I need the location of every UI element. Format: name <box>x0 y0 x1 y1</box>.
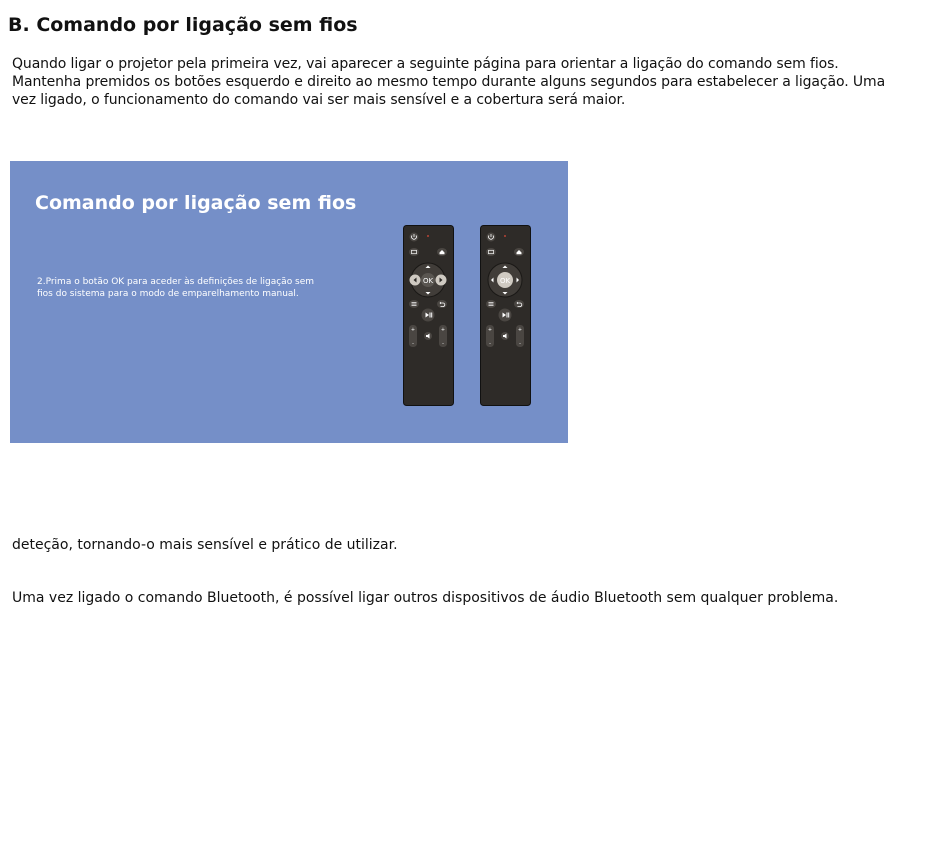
channel-rocker-icon <box>516 325 524 347</box>
power-icon <box>410 233 419 242</box>
svg-text:+: + <box>517 327 523 333</box>
menu-icon <box>486 300 496 308</box>
home-icon <box>514 248 524 256</box>
instruction-line: fios do sistema para o modo de emparelhamento manual. <box>37 289 299 299</box>
screen-title: Comando por ligação sem fios <box>35 192 357 214</box>
volume-rocker-icon <box>409 325 417 347</box>
svg-text:+: + <box>410 327 416 333</box>
dpad-icon <box>488 263 522 297</box>
menu-icon <box>409 300 419 308</box>
svg-text:+: + <box>487 327 493 333</box>
screen-instruction <box>37 276 357 300</box>
intro-line: Quando ligar o projetor pela primeira vez, vai aparecer a seguinte página para orientar a ligação do comando sem fios. <box>12 56 839 72</box>
mute-icon <box>501 332 509 340</box>
play-pause-icon <box>422 309 435 322</box>
section-heading: B. Comando por ligação sem fios <box>8 14 358 36</box>
play-pause-icon <box>499 309 512 322</box>
remote-control-left <box>403 225 455 407</box>
power-icon <box>487 233 496 242</box>
channel-rocker-icon <box>439 325 447 347</box>
ok-button-label: OK <box>422 277 434 285</box>
svg-text:-: - <box>442 341 444 347</box>
back-icon <box>514 300 524 308</box>
back-icon <box>437 300 447 308</box>
input-icon <box>409 248 419 256</box>
instruction-line: 2.Prima o botão OK para aceder às definições de ligação sem <box>37 277 315 287</box>
body-paragraph: Uma vez ligado o comando Bluetooth, é possível ligar outros dispositivos de áudio Bluetooth sem qualquer problema. <box>12 590 839 606</box>
remote-control-right <box>480 225 532 407</box>
ok-button-label: OK <box>499 277 511 285</box>
intro-line: Mantenha premidos os botões esquerdo e direito ao mesmo tempo durante alguns segundos para estabelecer a ligação. Uma <box>12 74 886 90</box>
volume-rocker-icon <box>486 325 494 347</box>
svg-text:-: - <box>412 341 414 347</box>
mute-icon <box>424 332 432 340</box>
body-paragraph: deteção, tornando-o mais sensível e prático de utilizar. <box>12 537 398 553</box>
pairing-screen-image <box>10 161 568 443</box>
home-icon <box>437 248 447 256</box>
intro-line: vez ligado, o funcionamento do comando vai ser mais sensível e a cobertura será maior. <box>12 92 626 108</box>
input-icon <box>486 248 496 256</box>
intro-paragraph <box>12 55 948 109</box>
svg-text:+: + <box>440 327 446 333</box>
svg-text:-: - <box>489 341 491 347</box>
svg-text:-: - <box>519 341 521 347</box>
